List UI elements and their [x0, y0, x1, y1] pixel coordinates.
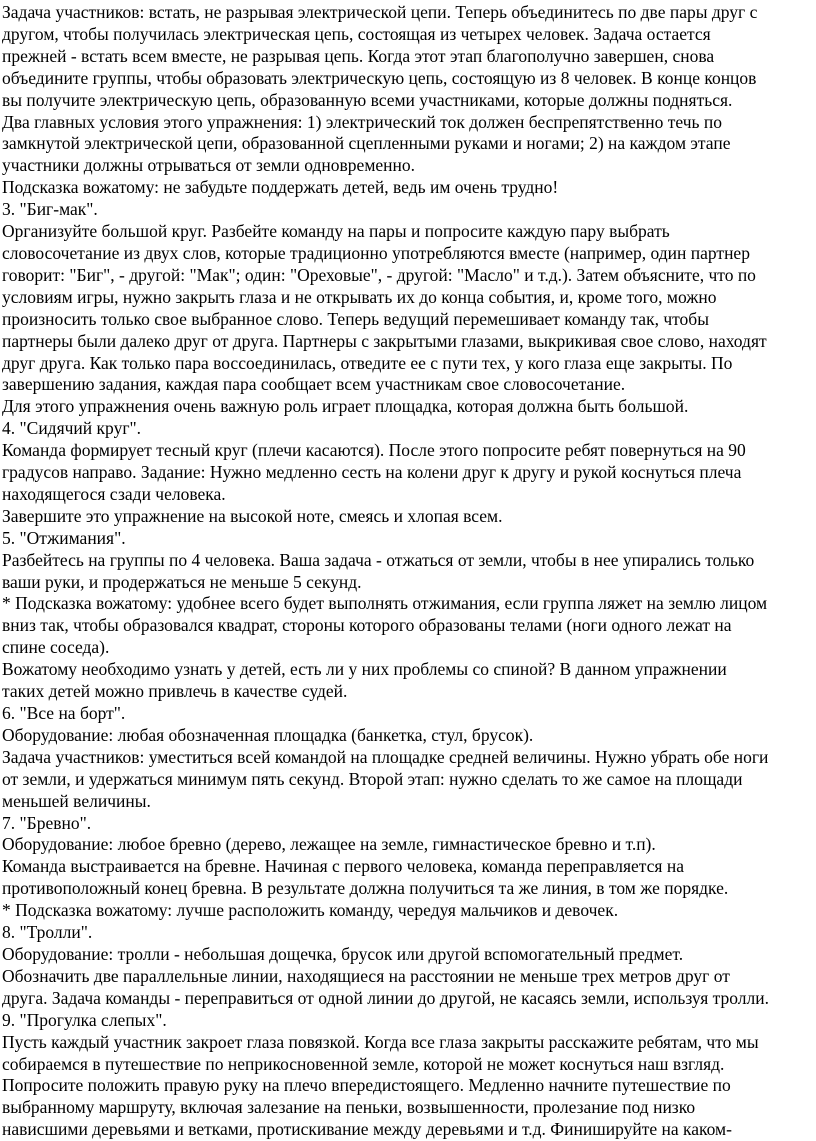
text-line: 5. "Отжимания". — [2, 527, 126, 548]
text-line: 7. "Бревно". — [2, 812, 92, 833]
paragraph — [2, 396, 816, 418]
text-line: вы получите электрическую цепь, образованную всеми участниками, которые должны подняться. — [2, 89, 733, 110]
paragraph — [2, 900, 816, 922]
text-line: Для этого упражнения очень важную роль играет площадка, которая должна быть большой. — [2, 396, 689, 417]
paragraph — [2, 725, 816, 747]
text-line: Вожатому необходимо узнать у детей, есть ли у них проблемы со спиной? В данном упражнении — [2, 659, 727, 680]
paragraph — [2, 944, 816, 966]
text-line: словосочетание из двух слов, которые традиционно употребляются вместе (например, один партнер — [2, 242, 750, 263]
paragraph — [2, 703, 816, 725]
paragraph — [2, 199, 816, 221]
text-line: Задача участников: встать, не разрывая электрической цепи. Теперь объединитесь по две пары друг с — [2, 2, 758, 22]
text-line: говорит: "Биг", - другой: "Мак"; один: "Ореховые", - другой: "Масло" и т.д.). Затем объясните, что по — [2, 264, 756, 285]
text-line: Организуйте большой круг. Разбейте команду на пары и попросите каждую пару выбрать — [2, 221, 670, 242]
paragraph — [2, 834, 816, 856]
text-line: замкнутой электрической цепи, образованной сцепленными руками и ногами; 2) на каждом этапе — [2, 133, 731, 154]
text-line: условиям игры, нужно закрыть глаза и не открывать их до конца события, и, кроме того, можно — [2, 286, 717, 307]
paragraph — [2, 966, 816, 1010]
text-line: 8. "Тролли". — [2, 922, 93, 943]
text-line: собираемся в путешествие по неприкосновенной земле, которой не может коснуться наш взгляд. — [2, 1053, 725, 1074]
text-line: от земли, и удержаться минимум пять секунд. Второй этап: нужно сделать то же самое на площади — [2, 768, 743, 789]
text-line: произносить только свое выбранное слово. Теперь ведущий перемешивает команду так, чтобы — [2, 308, 709, 329]
text-line: находящегося сзади человека. — [2, 483, 226, 504]
paragraph — [2, 506, 816, 528]
text-line: участники должны отрываться от земли одновременно. — [2, 155, 416, 176]
text-line: Оборудование: тролли - небольшая дощечка, брусок или другой вспомогательный предмет. — [2, 943, 684, 964]
text-line: противоположный конец бревна. В результате должна получиться та же линия, в том же порядке. — [2, 878, 729, 899]
text-line: вниз так, чтобы образовался квадрат, стороны которого образованы телами (ноги одного лежат на — [2, 615, 732, 636]
text-line: друг друга. Как только пара воссоединилась, отведите ее с пути тех, у кого глаза еще закрыты. По — [2, 352, 733, 373]
text-line: Подсказка вожатому: не забудьте поддержать детей, ведь им очень трудно! — [2, 177, 559, 198]
paragraph — [2, 593, 816, 659]
text-line: спине соседа). — [2, 637, 110, 658]
paragraph — [2, 659, 816, 703]
text-line: Команда выстраивается на бревне. Начиная с первого человека, команда переправляется на — [2, 856, 684, 877]
text-line: 9. "Прогулка слепых". — [2, 1009, 167, 1030]
text-line: другом, чтобы получилась электрическая цепь, состоящая из четырех человек. Задача остается — [2, 23, 711, 44]
text-line: нависшими деревьями и ветками, протискивание между деревьями и т.д. Финишируйте на каком- — [2, 1119, 732, 1140]
text-line: завершению задания, каждая пара сообщает всем участникам свое словосочетание. — [2, 374, 626, 395]
text-line: Оборудование: любая обозначенная площадка (банкетка, стул, брусок). — [2, 724, 534, 745]
text-line: партнеры были далеко друг от друга. Партнеры с закрытыми глазами, выкрикивая свое слово, находят — [2, 330, 767, 351]
paragraph — [2, 747, 816, 813]
paragraph — [2, 418, 816, 440]
paragraph — [2, 2, 816, 112]
text-line: Пусть каждый участник закроет глаза повязкой. Когда все глаза закрыты расскажите ребятам, что мы — [2, 1031, 759, 1052]
paragraph — [2, 922, 816, 944]
text-line: ваши руки, и продержаться не меньше 5 секунд. — [2, 571, 362, 592]
paragraph — [2, 1010, 816, 1032]
text-line: Оборудование: любое бревно (дерево, лежащее на земле, гимнастическое бревно и т.п). — [2, 834, 656, 855]
text-line: 4. "Сидячий круг". — [2, 418, 142, 439]
text-line: Разбейтесь на группы по 4 человека. Ваша задача - отжаться от земли, чтобы в нее упирались только — [2, 549, 755, 570]
text-line: Завершите это упражнение на высокой ноте, смеясь и хлопая всем. — [2, 505, 503, 526]
text-line: объедините группы, чтобы образовать электрическую цепь, состоящую из 8 человек. В конце концов — [2, 67, 757, 88]
paragraph — [2, 177, 816, 199]
text-line: меньшей величины. — [2, 790, 151, 811]
text-line: прежней - встать всем вместе, не разрывая цепь. Когда этот этап благополучно завершен, снова — [2, 45, 715, 66]
paragraph — [2, 440, 816, 506]
text-line: Задача участников: уместиться всей командой на площадке средней величины. Нужно убрать обе ноги — [2, 746, 769, 767]
text-line: друга. Задача команды - переправиться от одной линии до другой, не касаясь земли, используя тролли. — [2, 987, 769, 1008]
paragraph — [2, 813, 816, 835]
text-line: Попросите положить правую руку на плечо впередистоящего. Медленно начните путешествие по — [2, 1075, 731, 1096]
text-line: таких детей можно привлечь в качестве судей. — [2, 681, 348, 702]
text-line: выбранному маршруту, включая залезание на пеньки, возвышенности, пролезание под низко — [2, 1097, 696, 1118]
text-line: градусов направо. Задание: Нужно медленно сесть на колени друг к другу и рукой коснуться плеча — [2, 462, 742, 483]
paragraph — [2, 1032, 816, 1141]
paragraph — [2, 112, 816, 178]
paragraph — [2, 550, 816, 594]
text-line: Два главных условия этого упражнения: 1) электрический ток должен беспрепятственно течь по — [2, 111, 722, 132]
text-line: 3. "Биг-мак". — [2, 199, 98, 220]
text-line: * Подсказка вожатому: лучше расположить команду, чередуя мальчиков и девочек. — [2, 900, 619, 921]
text-line: Обозначить две параллельные линии, находящиеся на расстоянии не меньше трех метров друг от — [2, 965, 730, 986]
paragraph — [2, 221, 816, 396]
text-line: Команда формирует тесный круг (плечи касаются). После этого попросите ребят повернуться на 90 — [2, 440, 746, 461]
text-line: * Подсказка вожатому: удобнее всего будет выполнять отжимания, если группа ляжет на землю лицом — [2, 593, 768, 614]
text-line: 6. "Все на борт". — [2, 703, 126, 723]
paragraph — [2, 856, 816, 900]
paragraph — [2, 528, 816, 550]
